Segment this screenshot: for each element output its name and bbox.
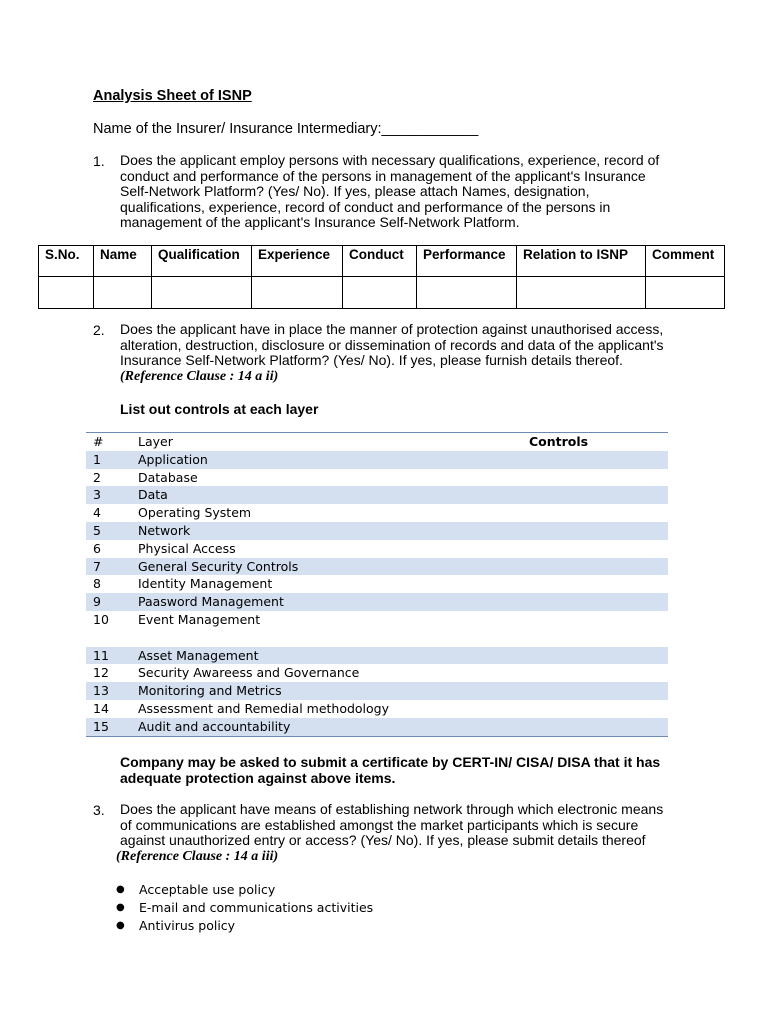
question-3-line: of communications are established amongst the market participants which is secure [120, 816, 639, 833]
question-1-line: qualifications, experience, record of conduct and performance of the persons in [120, 198, 611, 215]
layer-row [86, 540, 668, 558]
layer-num: 8 [93, 576, 101, 592]
layer-num: 2 [93, 469, 101, 485]
header-name: Name [94, 246, 152, 277]
certificate-note [120, 755, 680, 786]
layer-num: 4 [93, 505, 101, 521]
policy-bullet-list [113, 881, 373, 935]
header-comment: Comment [646, 246, 725, 277]
layer-num: 15 [93, 718, 109, 734]
question-1-line: conduct and performance of the persons in management of the applicant's Insurance [120, 167, 646, 184]
personnel-table-row [39, 277, 725, 309]
layer-name: Data [138, 487, 168, 503]
question-3-line: Does the applicant have means of establishing network through which electronic means [120, 801, 664, 817]
layer-name: Asset Management [138, 647, 259, 663]
layer-name: Network [138, 522, 191, 538]
header-conduct: Conduct [343, 246, 417, 277]
layers-table [86, 432, 668, 737]
layer-row [86, 451, 668, 469]
header-relation: Relation to ISNP [517, 246, 646, 277]
layer-name: General Security Controls [138, 558, 299, 574]
question-1-line: management of the applicant's Insurance Self-Network Platform. [120, 214, 520, 230]
question-1-line: Does the applicant employ persons with necessary qualifications, experience, record of [120, 152, 660, 168]
header-performance: Performance [417, 246, 517, 277]
insurer-name-line: Name of the Insurer/ Insurance Intermediary:____________ [93, 121, 479, 137]
layers-table-header [86, 433, 668, 451]
question-2-line: Insurance Self-Network Platform? (Yes/ No). If yes, please furnish details thereof. [120, 352, 623, 368]
question-3-line: against unauthorized entry or access? (Yes/ No). If yes, please submit details thereof [120, 832, 646, 848]
layer-num: 7 [93, 558, 101, 574]
layer-row [86, 469, 668, 487]
layer-num: 6 [93, 540, 101, 556]
layer-row [86, 700, 668, 718]
layer-row [86, 593, 668, 611]
personnel-table-header-row [39, 246, 725, 277]
layers-header-layer: Layer [138, 434, 173, 449]
bullet-icon: ● [116, 902, 125, 913]
question-2-text [120, 322, 680, 384]
layer-name: Monitoring and Metrics [138, 683, 282, 699]
cell-relation[interactable] [517, 277, 646, 309]
cell-comment[interactable] [646, 277, 725, 309]
layer-num: 1 [93, 451, 101, 467]
layer-name: Operating System [138, 505, 252, 521]
header-qualification: Qualification [152, 246, 252, 277]
question-2-line: Does the applicant have in place the manner of protection against unauthorised access, [120, 321, 664, 337]
cell-experience[interactable] [252, 277, 343, 309]
question-3-text [116, 801, 680, 864]
question-1-line: Self-Network Platform? (Yes/ No). If yes, please attach Names, designation, [120, 183, 590, 199]
layer-num: 14 [93, 700, 109, 716]
layer-name: Audit and accountability [138, 718, 291, 734]
layer-row-blank [86, 629, 668, 647]
personnel-table [38, 245, 725, 309]
cell-sno[interactable] [39, 277, 94, 309]
layer-name: Identity Management [138, 576, 273, 592]
layer-name: Assessment and Remedial methodology [138, 700, 390, 716]
layer-row [86, 575, 668, 593]
layer-row [86, 718, 668, 736]
layer-num: 10 [93, 611, 109, 627]
layer-row [86, 504, 668, 522]
document-title: Analysis Sheet of ISNP [93, 88, 252, 104]
question-1-text [120, 153, 680, 231]
layer-row [86, 558, 668, 576]
certificate-note-line: adequate protection against above items. [120, 769, 396, 786]
layer-num: 11 [93, 647, 109, 663]
layer-row [86, 682, 668, 700]
layer-num: 3 [93, 487, 101, 503]
layer-num: 13 [93, 683, 109, 699]
layer-name: Event Management [138, 611, 261, 627]
layer-row [86, 486, 668, 504]
bullet-text: Acceptable use policy [139, 882, 276, 897]
question-3-reference: (Reference Clause : 14 a iii) [116, 848, 279, 864]
layer-row [86, 647, 668, 665]
cell-conduct[interactable] [343, 277, 417, 309]
layer-row [86, 522, 668, 540]
cell-qualification[interactable] [152, 277, 252, 309]
cell-performance[interactable] [417, 277, 517, 309]
layers-header-num: # [93, 434, 104, 449]
list-item [113, 899, 373, 917]
list-item [113, 881, 373, 899]
header-sno: S.No. [39, 246, 94, 277]
layer-name: Paasword Management [138, 594, 284, 610]
bullet-text: E-mail and communications activities [139, 900, 374, 915]
layers-header-controls: Controls [529, 434, 589, 449]
layer-row [86, 664, 668, 682]
bullet-text: Antivirus policy [139, 918, 236, 933]
layer-name: Application [138, 451, 208, 467]
layer-name: Physical Access [138, 540, 236, 556]
question-2-line: alteration, destruction, disclosure or dissemination of records and data of the applicant's [120, 336, 664, 353]
question-1-number: 1. [93, 153, 105, 169]
bullet-icon: ● [116, 920, 125, 931]
question-2-reference: (Reference Clause : 14 a ii) [120, 368, 279, 384]
layer-row [86, 611, 668, 629]
layer-name: Security Awareess and Governance [138, 665, 360, 681]
layer-num: 5 [93, 522, 101, 538]
bullet-icon: ● [116, 884, 125, 895]
layer-name: Database [138, 469, 198, 485]
certificate-note-line: Company may be asked to submit a certificate by CERT-IN/ CISA/ DISA that it has [120, 754, 661, 770]
cell-name[interactable] [94, 277, 152, 309]
controls-heading: List out controls at each layer [120, 401, 319, 417]
question-3-number: 3. [93, 802, 105, 818]
header-experience: Experience [252, 246, 343, 277]
layer-num: 12 [93, 665, 109, 681]
question-2-number: 2. [93, 322, 105, 338]
layer-num: 9 [93, 594, 101, 610]
list-item [113, 917, 373, 935]
